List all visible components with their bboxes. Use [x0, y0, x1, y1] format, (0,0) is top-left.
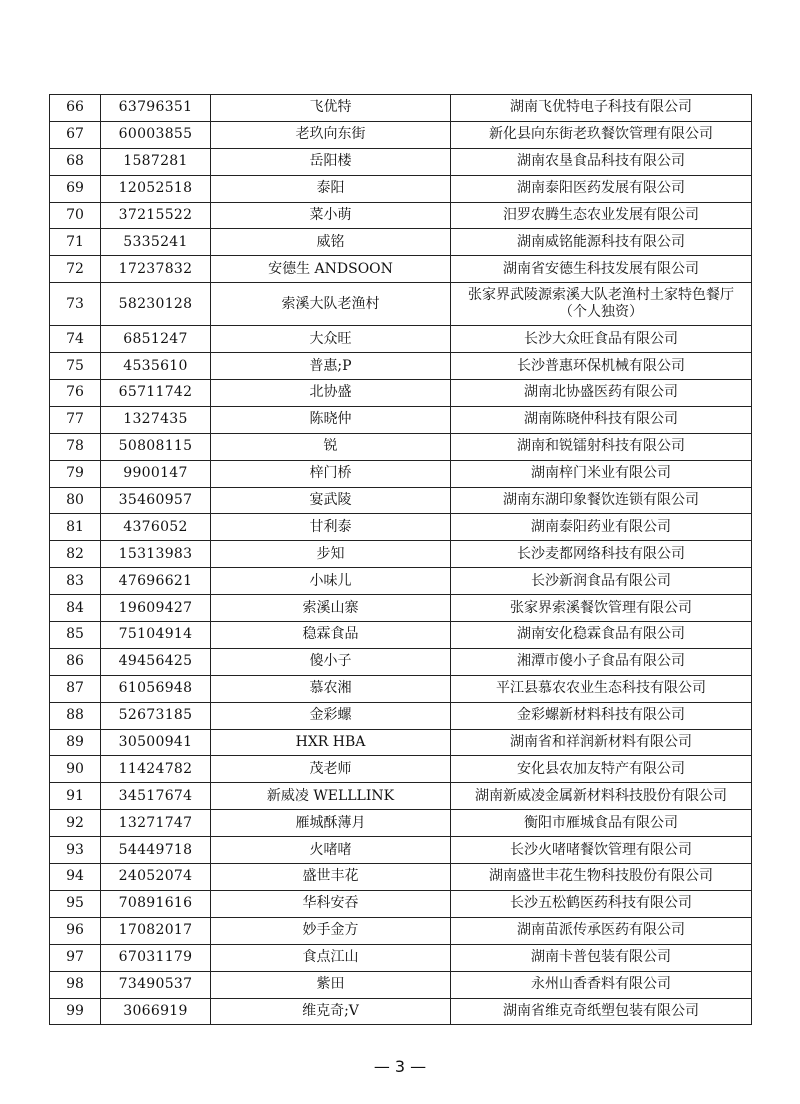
- row-number-cell: 89: [50, 729, 101, 756]
- registration-number-cell: 47696621: [101, 568, 211, 595]
- row-number-cell: 73: [50, 283, 101, 326]
- row-number-cell: 96: [50, 917, 101, 944]
- row-number-cell: 82: [50, 541, 101, 568]
- table-row: [50, 514, 752, 541]
- registration-number-cell: 61056948: [101, 675, 211, 702]
- row-number-cell: 76: [50, 380, 101, 407]
- registration-number-cell: 52673185: [101, 702, 211, 729]
- owner-cell: 衡阳市雁城食品有限公司: [451, 810, 752, 837]
- owner-cell: 湖南北协盛医药有限公司: [451, 380, 752, 407]
- owner-cell: 平江县慕农农业生态科技有限公司: [451, 675, 752, 702]
- registration-number-cell: 19609427: [101, 595, 211, 622]
- table-row: [50, 648, 752, 675]
- registration-number-cell: 4376052: [101, 514, 211, 541]
- table-row: [50, 148, 752, 175]
- owner-cell: 湘潭市傻小子食品有限公司: [451, 648, 752, 675]
- registration-number-cell: 1587281: [101, 148, 211, 175]
- row-number-cell: 92: [50, 810, 101, 837]
- registration-number-cell: 4535610: [101, 353, 211, 380]
- trademark-cell: 宴武陵: [211, 487, 451, 514]
- trademark-table: [49, 94, 752, 1025]
- row-number-cell: 97: [50, 944, 101, 971]
- table-row: [50, 175, 752, 202]
- table-row: [50, 783, 752, 810]
- owner-cell: 湖南东湖印象餐饮连锁有限公司: [451, 487, 752, 514]
- table-row: [50, 121, 752, 148]
- table-row: [50, 917, 752, 944]
- row-number-cell: 66: [50, 95, 101, 122]
- trademark-cell: 梓门桥: [211, 460, 451, 487]
- row-number-cell: 67: [50, 121, 101, 148]
- trademark-cell: 新威凌 WELLLINK: [211, 783, 451, 810]
- trademark-cell: 步知: [211, 541, 451, 568]
- trademark-cell: 慕农湘: [211, 675, 451, 702]
- owner-cell: 长沙五松鹤医药科技有限公司: [451, 890, 752, 917]
- trademark-cell: 雁城酥薄月: [211, 810, 451, 837]
- table-row: [50, 460, 752, 487]
- owner-cell: 汨罗农腾生态农业发展有限公司: [451, 202, 752, 229]
- trademark-cell: 威铭: [211, 229, 451, 256]
- owner-cell: 湖南泰阳医药发展有限公司: [451, 175, 752, 202]
- owner-cell: 湖南卡普包装有限公司: [451, 944, 752, 971]
- table-row: [50, 406, 752, 433]
- table-row: [50, 229, 752, 256]
- registration-number-cell: 13271747: [101, 810, 211, 837]
- row-number-cell: 94: [50, 864, 101, 891]
- table-row: [50, 202, 752, 229]
- trademark-cell: HXR HBA: [211, 729, 451, 756]
- registration-number-cell: 50808115: [101, 433, 211, 460]
- owner-cell: 湖南安化稳霖食品有限公司: [451, 622, 752, 649]
- row-number-cell: 95: [50, 890, 101, 917]
- trademark-cell: 索溪山寨: [211, 595, 451, 622]
- trademark-cell: 小味儿: [211, 568, 451, 595]
- table-row: [50, 380, 752, 407]
- trademark-cell: 盛世丰花: [211, 864, 451, 891]
- row-number-cell: 93: [50, 837, 101, 864]
- row-number-cell: 74: [50, 326, 101, 353]
- table-row: [50, 864, 752, 891]
- registration-number-cell: 15313983: [101, 541, 211, 568]
- owner-cell: 张家界索溪餐饮管理有限公司: [451, 595, 752, 622]
- row-number-cell: 87: [50, 675, 101, 702]
- trademark-cell: 泰阳: [211, 175, 451, 202]
- table-row: [50, 837, 752, 864]
- row-number-cell: 84: [50, 595, 101, 622]
- row-number-cell: 68: [50, 148, 101, 175]
- registration-number-cell: 73490537: [101, 971, 211, 998]
- row-number-cell: 81: [50, 514, 101, 541]
- registration-number-cell: 60003855: [101, 121, 211, 148]
- table-row: [50, 675, 752, 702]
- registration-number-cell: 1327435: [101, 406, 211, 433]
- registration-number-cell: 9900147: [101, 460, 211, 487]
- trademark-cell: 安德生 ANDSOON: [211, 256, 451, 283]
- table-row: [50, 971, 752, 998]
- trademark-cell: 金彩螺: [211, 702, 451, 729]
- registration-number-cell: 3066919: [101, 998, 211, 1025]
- table-row: [50, 810, 752, 837]
- registration-number-cell: 67031179: [101, 944, 211, 971]
- trademark-cell: 菜小萌: [211, 202, 451, 229]
- owner-cell: 湖南陈晓仲科技有限公司: [451, 406, 752, 433]
- trademark-cell: 妙手金方: [211, 917, 451, 944]
- owner-cell: 湖南省维克奇纸塑包装有限公司: [451, 998, 752, 1025]
- row-number-cell: 75: [50, 353, 101, 380]
- owner-cell: 金彩螺新材料科技有限公司: [451, 702, 752, 729]
- owner-cell: 湖南省安德生科技发展有限公司: [451, 256, 752, 283]
- owner-cell: 湖南省和祥润新材料有限公司: [451, 729, 752, 756]
- owner-cell: 湖南梓门米业有限公司: [451, 460, 752, 487]
- row-number-cell: 80: [50, 487, 101, 514]
- registration-number-cell: 58230128: [101, 283, 211, 326]
- row-number-cell: 90: [50, 756, 101, 783]
- registration-number-cell: 6851247: [101, 326, 211, 353]
- trademark-cell: 甘利泰: [211, 514, 451, 541]
- table-row: [50, 568, 752, 595]
- row-number-cell: 83: [50, 568, 101, 595]
- owner-cell: 长沙麦都网络科技有限公司: [451, 541, 752, 568]
- row-number-cell: 85: [50, 622, 101, 649]
- owner-cell: 新化县向东街老玖餐饮管理有限公司: [451, 121, 752, 148]
- table-row: [50, 283, 752, 326]
- table-row: [50, 729, 752, 756]
- trademark-cell: 老玖向东街: [211, 121, 451, 148]
- registration-number-cell: 17082017: [101, 917, 211, 944]
- table-row: [50, 595, 752, 622]
- registration-number-cell: 35460957: [101, 487, 211, 514]
- trademark-cell: 北协盛: [211, 380, 451, 407]
- registration-number-cell: 34517674: [101, 783, 211, 810]
- registration-number-cell: 12052518: [101, 175, 211, 202]
- registration-number-cell: 63796351: [101, 95, 211, 122]
- row-number-cell: 69: [50, 175, 101, 202]
- owner-cell: 湖南新威凌金属新材料科技股份有限公司: [451, 783, 752, 810]
- owner-cell: 永州山香香料有限公司: [451, 971, 752, 998]
- registration-number-cell: 11424782: [101, 756, 211, 783]
- owner-cell: 湖南泰阳药业有限公司: [451, 514, 752, 541]
- table-row: [50, 756, 752, 783]
- owner-cell: 长沙火啫啫餐饮管理有限公司: [451, 837, 752, 864]
- registration-number-cell: 37215522: [101, 202, 211, 229]
- registration-number-cell: 49456425: [101, 648, 211, 675]
- table-row: [50, 487, 752, 514]
- trademark-cell: 陈晓仲: [211, 406, 451, 433]
- table-row: [50, 95, 752, 122]
- trademark-cell: 飞优特: [211, 95, 451, 122]
- row-number-cell: 70: [50, 202, 101, 229]
- table-row: [50, 353, 752, 380]
- trademark-cell: 紫田: [211, 971, 451, 998]
- row-number-cell: 88: [50, 702, 101, 729]
- row-number-cell: 71: [50, 229, 101, 256]
- trademark-cell: 普惠;P: [211, 353, 451, 380]
- row-number-cell: 78: [50, 433, 101, 460]
- registration-number-cell: 30500941: [101, 729, 211, 756]
- trademark-cell: 茂老师: [211, 756, 451, 783]
- trademark-cell: 食点江山: [211, 944, 451, 971]
- registration-number-cell: 75104914: [101, 622, 211, 649]
- registration-number-cell: 24052074: [101, 864, 211, 891]
- owner-cell: 长沙新润食品有限公司: [451, 568, 752, 595]
- trademark-table-body: [50, 95, 752, 1025]
- owner-cell: 长沙大众旺食品有限公司: [451, 326, 752, 353]
- row-number-cell: 77: [50, 406, 101, 433]
- row-number-cell: 99: [50, 998, 101, 1025]
- owner-cell: 长沙普惠环保机械有限公司: [451, 353, 752, 380]
- trademark-cell: 火啫啫: [211, 837, 451, 864]
- table-row: [50, 944, 752, 971]
- trademark-cell: 索溪大队老渔村: [211, 283, 451, 326]
- table-row: [50, 433, 752, 460]
- owner-cell: 湖南飞优特电子科技有限公司: [451, 95, 752, 122]
- trademark-cell: 稳霖食品: [211, 622, 451, 649]
- owner-cell: 湖南威铭能源科技有限公司: [451, 229, 752, 256]
- table-row: [50, 890, 752, 917]
- owner-cell: 湖南苗派传承医药有限公司: [451, 917, 752, 944]
- row-number-cell: 72: [50, 256, 101, 283]
- registration-number-cell: 17237832: [101, 256, 211, 283]
- registration-number-cell: 54449718: [101, 837, 211, 864]
- trademark-cell: 维克奇;V: [211, 998, 451, 1025]
- trademark-cell: 岳阳楼: [211, 148, 451, 175]
- row-number-cell: 79: [50, 460, 101, 487]
- owner-cell: 湖南和锐镭射科技有限公司: [451, 433, 752, 460]
- registration-number-cell: 5335241: [101, 229, 211, 256]
- trademark-cell: 大众旺: [211, 326, 451, 353]
- trademark-cell: 锐: [211, 433, 451, 460]
- table-row: [50, 541, 752, 568]
- table-row: [50, 622, 752, 649]
- table-row: [50, 256, 752, 283]
- trademark-cell: 华科安吞: [211, 890, 451, 917]
- owner-cell: 安化县农加友特产有限公司: [451, 756, 752, 783]
- owner-cell: 张家界武陵源索溪大队老渔村土家特色餐厅（个人独资）: [451, 283, 752, 326]
- page-number: — 3 —: [373, 1057, 427, 1076]
- owner-cell: 湖南盛世丰花生物科技股份有限公司: [451, 864, 752, 891]
- row-number-cell: 98: [50, 971, 101, 998]
- registration-number-cell: 65711742: [101, 380, 211, 407]
- row-number-cell: 91: [50, 783, 101, 810]
- registration-number-cell: 70891616: [101, 890, 211, 917]
- owner-cell: 湖南农垦食品科技有限公司: [451, 148, 752, 175]
- row-number-cell: 86: [50, 648, 101, 675]
- table-row: [50, 998, 752, 1025]
- table-row: [50, 702, 752, 729]
- trademark-cell: 傻小子: [211, 648, 451, 675]
- table-row: [50, 326, 752, 353]
